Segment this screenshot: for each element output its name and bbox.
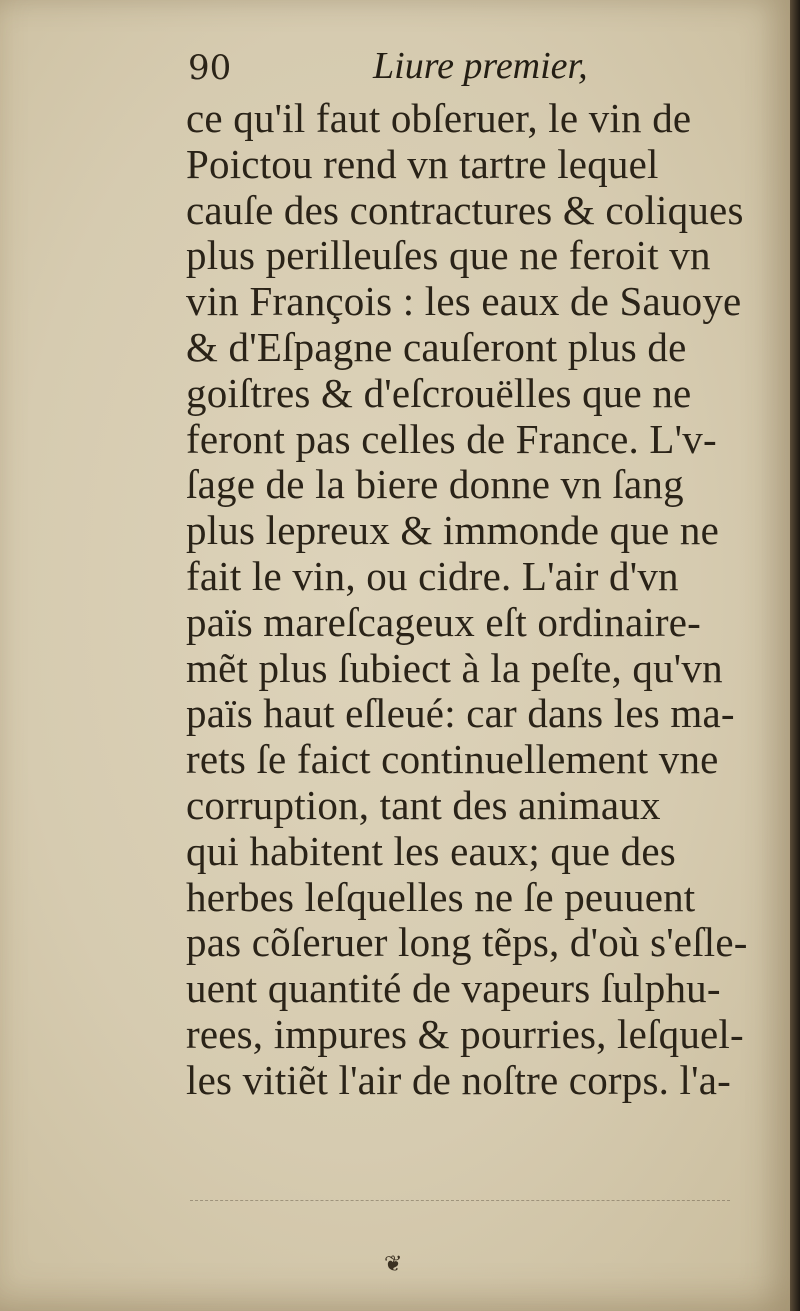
- page-edge: [790, 0, 800, 1311]
- text-line: ſage de la biere donne vn ſang: [186, 461, 684, 508]
- text-line: corruption, tant des animaux: [186, 781, 661, 828]
- text-line: mẽt plus ſubiect à la peſte, qu'vn: [186, 644, 723, 691]
- text-line: rets ſe faict continuellement vne: [186, 736, 719, 783]
- text-line: cauſe des contractures & coliques: [186, 186, 744, 233]
- text-line: ce qu'il faut obſeruer, le vin de: [186, 95, 692, 141]
- text-line: & d'Eſpagne cauſeront plus de: [186, 323, 687, 370]
- text-line: païs mareſcageux eſt ordinaire-: [186, 598, 702, 645]
- text-line: goiſtres & d'eſcrouëlles que ne: [186, 369, 692, 416]
- text-line: uent quantité de vapeurs ſulphu-: [186, 965, 721, 1012]
- text-line: rees, impures & pourries, leſquel-: [186, 1010, 744, 1057]
- text-line: plus lepreux & immonde que ne: [186, 507, 719, 554]
- text-line: qui habitent les eaux; que des: [186, 827, 676, 874]
- body-text: [186, 96, 746, 1104]
- page-header: [188, 44, 728, 94]
- text-line: herbes leſquelles ne ſe peuuent: [186, 873, 696, 920]
- text-line: plus perilleuſes que ne feroit vn: [186, 232, 711, 279]
- bottom-rule: [190, 1200, 730, 1203]
- fleuron-ornament-icon: ❦: [384, 1252, 403, 1277]
- text-line: Poictou rend vn tartre lequel: [186, 140, 659, 187]
- running-title: Liure premier,: [373, 45, 588, 87]
- text-line: païs haut eſleué: car dans les ma-: [186, 690, 735, 737]
- text-line: les vitiẽt l'air de noſtre corps. l'a-: [186, 1056, 731, 1103]
- text-line: feront pas celles de France. L'v-: [186, 415, 717, 462]
- text-line: fait le vin, ou cidre. L'air d'vn: [186, 552, 679, 599]
- page-number: 90: [188, 48, 232, 88]
- text-line: pas cõſeruer long tẽps, d'où s'eſle-: [186, 919, 748, 966]
- text-line: vin François : les eaux de Sauoye: [186, 278, 742, 325]
